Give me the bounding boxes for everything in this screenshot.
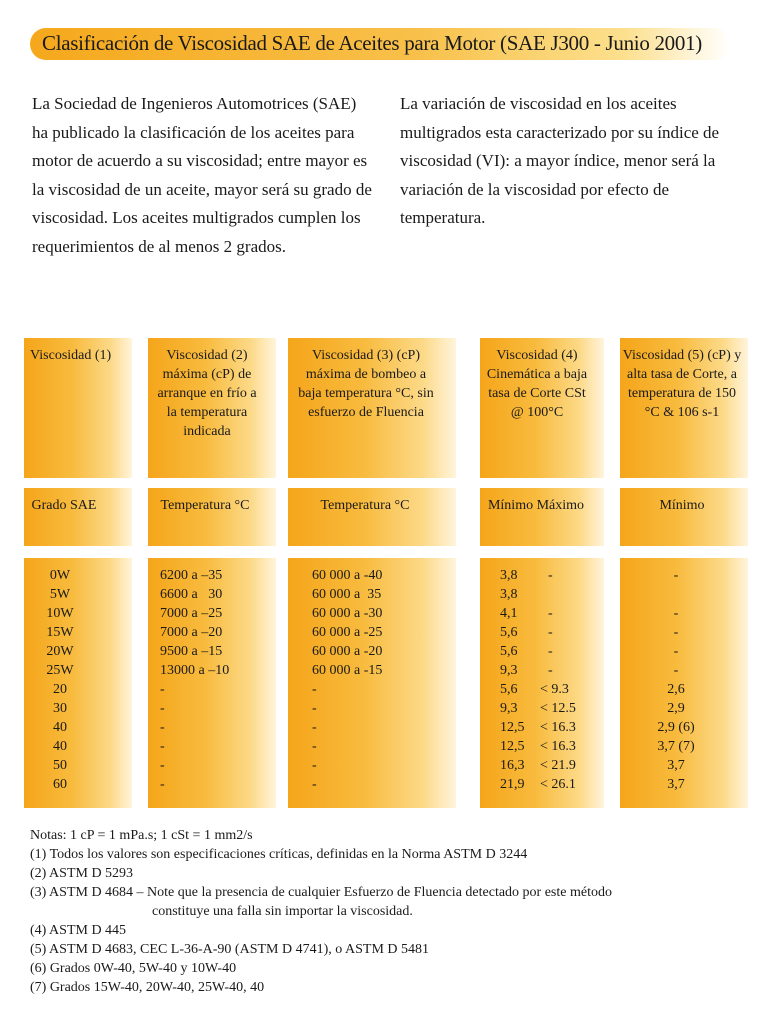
table-row (500, 642, 604, 661)
cell-hths-min (620, 585, 732, 604)
table-row (500, 585, 604, 604)
cell-kv-min: 3,8 (500, 568, 518, 583)
cell-grade: 40 (53, 739, 67, 754)
note-line: (7) Grados 15W-40, 20W-40, 25W-40, 40 (30, 980, 265, 995)
note-line: (6) Grados 0W-40, 5W-40 y 10W-40 (30, 961, 237, 976)
cell-kv-min: 5,6 (500, 682, 518, 697)
cell-pumping: - (312, 739, 317, 754)
cell-kv-min: 3,8 (500, 587, 518, 602)
header-viscosidad-1: Viscosidad (1) (24, 338, 132, 478)
cell-pumping: 60 000 a -30 (312, 606, 383, 621)
cell-grade: 25W (46, 663, 74, 678)
cell-kv-max: < 16.3 (540, 739, 576, 754)
cell-pumping: - (312, 777, 317, 792)
cell-kv-max: < 21.9 (540, 758, 576, 773)
notes-section (30, 826, 730, 997)
cell-hths-min: - (673, 625, 679, 640)
cell-kv-max: - (548, 625, 553, 640)
cell-kv-max: < 16.3 (540, 720, 576, 735)
cell-kv-min: 21,9 (500, 777, 525, 792)
note-line: (5) ASTM D 4683, CEC L-36-A-90 (ASTM D 4741), o ASTM D 5481 (30, 942, 429, 957)
table-row (500, 718, 604, 737)
note-line: (2) ASTM D 5293 (30, 866, 134, 881)
cell-cranking: 7000 a –25 (160, 606, 223, 621)
cell-grade: 60 (53, 777, 67, 792)
cell-kv-max: < 9.3 (540, 682, 569, 697)
cell-grade: 0W (49, 568, 71, 583)
cell-pumping: - (312, 701, 317, 716)
note-line: (4) ASTM D 445 (30, 923, 127, 938)
subheader-min-max: Mínimo Máximo (480, 488, 604, 546)
cell-pumping: 60 000 a -15 (312, 663, 383, 678)
cell-cranking: - (160, 777, 165, 792)
cell-pumping: 60 000 a 35 (312, 587, 382, 602)
cell-pumping: 60 000 a -20 (312, 644, 383, 659)
cell-kv-max: - (548, 568, 553, 583)
cell-kv-max: - (548, 663, 553, 678)
cell-hths-min: - (673, 568, 679, 583)
cell-grade: 30 (53, 701, 67, 716)
table-row (500, 737, 604, 756)
cell-pumping: 60 000 a -40 (312, 568, 383, 583)
column-cinematica (480, 558, 604, 808)
cell-grade: 15W (46, 625, 74, 640)
subheader-temperatura-3: Temperatura °C (288, 488, 456, 546)
cell-grade: 20 (53, 682, 67, 697)
cell-cranking: 6600 a 30 (160, 587, 223, 602)
subheader-temperatura-2: Temperatura °C (148, 488, 276, 546)
header-viscosidad-3: Viscosidad (3) (cP) máxima de bombeo a baja temperatura °C, sin esfuerzo de Fluencia (288, 338, 456, 478)
cell-grade: 20W (46, 644, 74, 659)
table-row (500, 661, 604, 680)
cell-pumping: - (312, 720, 317, 735)
cell-cranking: 13000 a –10 (160, 663, 230, 678)
cell-grade: 50 (53, 758, 67, 773)
cell-kv-max: < 26.1 (540, 777, 576, 792)
cell-pumping: - (312, 682, 317, 697)
cell-grade: 5W (49, 587, 71, 602)
cell-cranking: - (160, 720, 165, 735)
note-line: Notas: 1 cP = 1 mPa.s; 1 cSt = 1 mm2/s (30, 828, 253, 843)
column-bombeo (288, 558, 456, 808)
cell-hths-min: - (673, 644, 679, 659)
table-row (500, 775, 604, 794)
cell-cranking: - (160, 682, 165, 697)
cell-kv-min: 9,3 (500, 663, 518, 678)
intro-right-paragraph: La variación de viscosidad en los aceites multigrados esta caracterizado por su índice de viscosidad (VI): a mayor índice, menor será la variación de la viscosidad por efecto de temperatura. (400, 94, 720, 227)
column-grado-sae (24, 558, 132, 808)
cell-hths-min: - (673, 663, 679, 678)
cell-grade: 10W (46, 606, 74, 621)
cell-kv-max: < 12.5 (540, 701, 576, 716)
table-row (500, 623, 604, 642)
cell-cranking: 7000 a –20 (160, 625, 223, 640)
cell-kv-min: 5,6 (500, 644, 518, 659)
cell-cranking: - (160, 758, 165, 773)
cell-pumping: - (312, 758, 317, 773)
cell-kv-min: 5,6 (500, 625, 518, 640)
cell-hths-min: 2,9 (667, 701, 685, 716)
cell-cranking: - (160, 739, 165, 754)
column-alta-tasa (620, 558, 748, 808)
column-arranque (148, 558, 276, 808)
note-line: constituye una falla sin importar la viscosidad. (152, 904, 413, 919)
note-line: (3) ASTM D 4684 – Note que la presencia de cualquier Esfuerzo de Fluencia detectado por este método (30, 885, 612, 900)
note-line: (1) Todos los valores son especificaciones críticas, definidas en la Norma ASTM D 3244 (30, 847, 528, 862)
table-row (500, 680, 604, 699)
subheader-grado-sae: Grado SAE (24, 488, 132, 546)
table-row (500, 699, 604, 718)
cell-cranking: - (160, 701, 165, 716)
cell-kv-max: - (548, 606, 553, 621)
cell-cranking: 6200 a –35 (160, 568, 223, 583)
header-viscosidad-2: Viscosidad (2) máxima (cP) de arranque en frío a la temperatura indicada (148, 338, 276, 478)
cell-hths-min: 3,7 (667, 758, 685, 773)
cell-grade: 40 (53, 720, 67, 735)
cell-hths-min: 2,9 (6) (657, 720, 695, 735)
table-row (500, 604, 604, 623)
cell-kv-min: 9,3 (500, 701, 518, 716)
cell-hths-min: 3,7 (7) (657, 739, 695, 754)
cell-kv-max: - (548, 644, 553, 659)
cell-kv-min: 12,5 (500, 739, 525, 754)
cell-pumping: 60 000 a -25 (312, 625, 383, 640)
cell-kv-min: 12,5 (500, 720, 525, 735)
table-row (500, 566, 604, 585)
page-title: Clasificación de Viscosidad SAE de Aceites para Motor (SAE J300 - Junio 2001) (42, 31, 702, 55)
table-row (500, 756, 604, 775)
header-viscosidad-5: Viscosidad (5) (cP) y alta tasa de Corte, a temperatura de 150 °C & 106 s-1 (620, 338, 748, 478)
cell-hths-min: 2,6 (667, 682, 685, 697)
cell-hths-min: 3,7 (667, 777, 685, 792)
cell-cranking: 9500 a –15 (160, 644, 223, 659)
cell-hths-min: - (673, 606, 679, 621)
intro-left-paragraph: La Sociedad de Ingenieros Automotrices (SAE) ha publicado la clasificación de los aceites para motor de acuerdo a su viscosidad; entre mayor es la viscosidad de un aceite, mayor será su grado de viscosidad. Los aceites multigrados cumplen los requerimientos de al menos 2 grados. (32, 94, 372, 256)
cell-kv-min: 4,1 (500, 606, 518, 621)
subheader-minimo: Mínimo (620, 488, 748, 546)
cell-kv-min: 16,3 (500, 758, 525, 773)
header-viscosidad-4: Viscosidad (4) Cinemática a baja tasa de Corte CSt @ 100°C (480, 338, 604, 478)
